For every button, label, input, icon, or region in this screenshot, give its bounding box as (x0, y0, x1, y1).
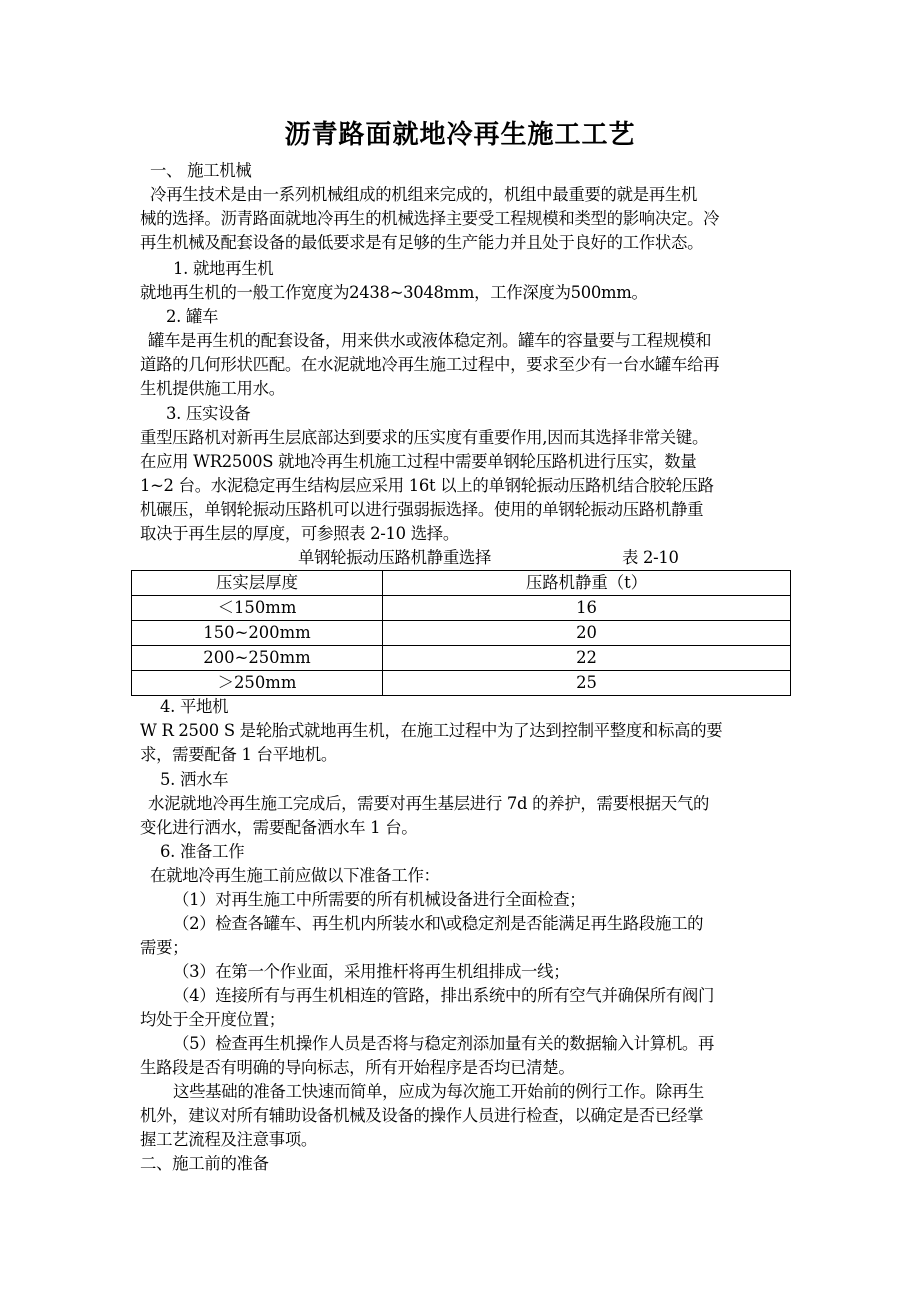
document-title: 沥青路面就地冷再生施工工艺 (284, 120, 636, 150)
paragraph-line: 水泥就地冷再生施工完成后，需要对再生基层进行 7d 的养护，需要根据天气的 (148, 794, 710, 813)
column-header: 压路机静重（t） (383, 571, 791, 596)
table-row (132, 596, 791, 621)
paragraph-line: 冷再生技术是由一系列机械组成的机组来完成的，机组中最重要的就是再生机 (150, 185, 698, 204)
item-heading: 6. 准备工作 (160, 842, 245, 861)
section-heading: 二、施工前的准备 (140, 1154, 269, 1173)
paragraph-line: 再生机械及配套设备的最低要求是有足够的生产能力并且处于良好的工作状态。 (140, 233, 704, 252)
paragraph-line: 1~2 台。水泥稳定再生结构层应采用 16t 以上的单钢轮振动压路机结合胶轮压路 (140, 476, 714, 495)
table-cell: ＞250mm (132, 671, 383, 696)
paragraph-line: 在应用 WR2500S 就地冷再生机施工过程中需要单钢轮压路机进行压实，数量 (140, 452, 697, 471)
item-heading: 3. 压实设备 (166, 404, 251, 423)
roller-weight-table (131, 570, 791, 696)
paragraph-line: 握工艺流程及注意事项。 (140, 1130, 317, 1149)
table-cell: 25 (383, 671, 791, 696)
paragraph-line: 变化进行洒水，需要配备洒水车 1 台。 (140, 818, 418, 837)
paragraph-line: 重型压路机对新再生层底部达到要求的压实度有重要作用,因而其选择非常关键。 (140, 428, 709, 447)
paragraph-line: 就地再生机的一般工作宽度为2438~3048mm，工作深度为500mm。 (140, 283, 648, 302)
paragraph-line: 道路的几何形状匹配。在水泥就地冷再生施工过程中，要求至少有一台水罐车给再 (140, 355, 720, 374)
paragraph-line: 求，需要配备 1 台平地机。 (140, 745, 337, 764)
paragraph-line: 罐车是再生机的配套设备，用来供水或液体稳定剂。罐车的容量要与工程规模和 (148, 331, 712, 350)
table-cell: 20 (383, 621, 791, 646)
table-number: 表 2-10 (622, 548, 679, 567)
table-row (132, 646, 791, 671)
table-cell: 150~200mm (132, 621, 383, 646)
column-header: 压实层厚度 (132, 571, 383, 596)
item-heading: 2. 罐车 (166, 307, 219, 326)
table-caption: 单钢轮振动压路机静重选择 (298, 548, 492, 567)
item-heading: 1. 就地再生机 (173, 259, 274, 278)
table-cell: 22 (383, 646, 791, 671)
paragraph-line: 在就地冷再生施工前应做以下准备工作： (150, 866, 440, 885)
paragraph-line: 械的选择。沥青路面就地冷再生的机械选择主要受工程规模和类型的影响决定。冷 (140, 209, 720, 228)
paragraph-line: （5）检查再生机操作人员是否将与稳定剂添加量有关的数据输入计算机。再 (173, 1034, 715, 1053)
paragraph-line: W R 2500 S 是轮胎式就地再生机，在施工过程中为了达到控制平整度和标高的要 (140, 721, 723, 740)
table-cell: ＜150mm (132, 596, 383, 621)
paragraph-line: 需要； (140, 938, 189, 957)
paragraph-line: （3）在第一个作业面，采用推杆将再生机组排成一线； (173, 962, 570, 981)
section-heading: 一、 施工机械 (150, 161, 252, 180)
paragraph-line: （4）连接所有与再生机相连的管路，排出系统中的所有空气并确保所有阀门 (173, 986, 715, 1005)
table-row (132, 621, 791, 646)
table-cell: 16 (383, 596, 791, 621)
paragraph-line: 机外，建议对所有辅助设备机械及设备的操作人员进行检查，以确定是否已经掌 (140, 1106, 704, 1125)
paragraph-line: （2）检查各罐车、再生机内所装水和\或稳定剂是否能满足再生路段施工的 (173, 914, 704, 933)
table-header-row (132, 571, 791, 596)
paragraph-line: 生机提供施工用水。 (140, 379, 285, 398)
paragraph-line: 这些基础的准备工快速而简单，应成为每次施工开始前的例行工作。除再生 (173, 1082, 704, 1101)
item-heading: 4. 平地机 (160, 697, 229, 716)
paragraph-line: 均处于全开度位置； (140, 1010, 285, 1029)
table-cell: 200~250mm (132, 646, 383, 671)
paragraph-line: 机碾压，单钢轮振动压路机可以进行强弱振选择。使用的单钢轮振动压路机静重 (140, 500, 704, 519)
item-heading: 5. 洒水车 (160, 770, 229, 789)
paragraph-line: 生路段是否有明确的导向标志，所有开始程序是否均已清楚。 (140, 1058, 575, 1077)
paragraph-line: （1）对再生施工中所需要的所有机械设备进行全面检查； (173, 890, 586, 909)
paragraph-line: 取决于再生层的厚度，可参照表 2-10 选择。 (140, 524, 459, 543)
table-row (132, 671, 791, 696)
